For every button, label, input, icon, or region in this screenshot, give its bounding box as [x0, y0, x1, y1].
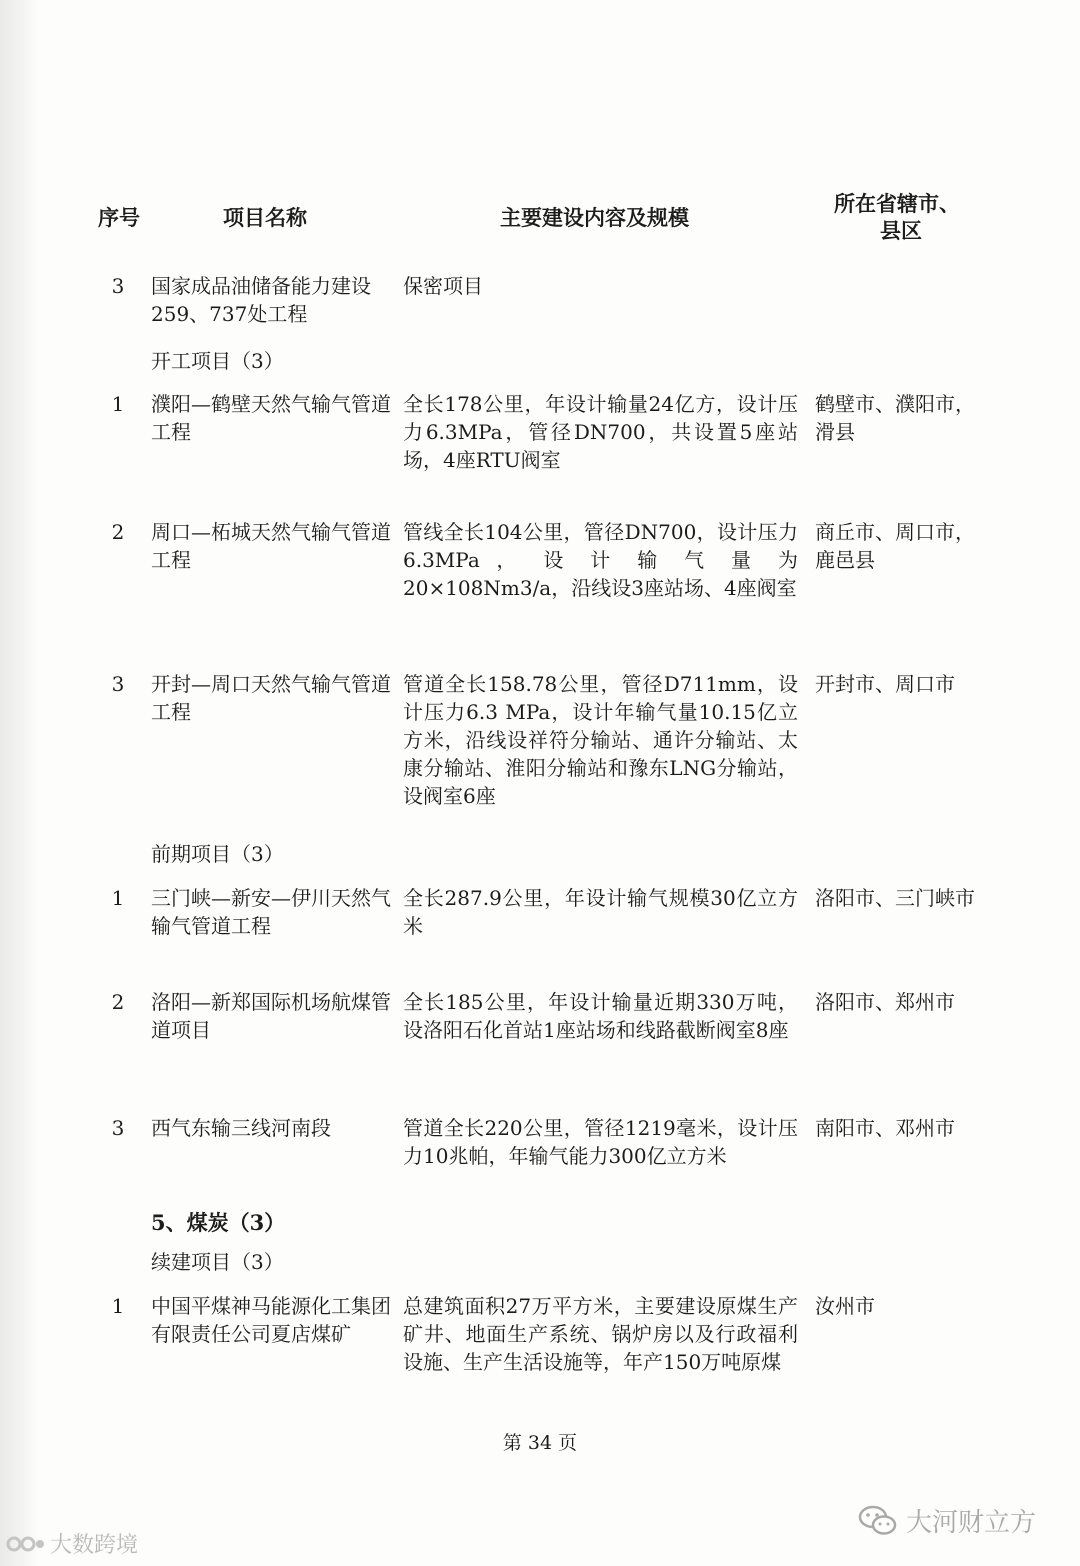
project-content: 全长185公里，年设计输量近期330万吨，设洛阳石化首站1座站场和线路截断阀室8座 [403, 990, 798, 1042]
scan-shadow [0, 0, 40, 1566]
project-name: 西气东输三线河南段 [151, 1116, 331, 1140]
watermark-right-text: 大河财立方 [906, 1508, 1037, 1538]
subsection-prep: 前期项目（3） [151, 842, 284, 866]
watermark-left-text: 大数跨境 [50, 1533, 139, 1558]
header-col-name: 项目名称 [223, 206, 307, 230]
project-location: 商丘市、周口市，鹿邑县 [815, 520, 975, 572]
row-number: 1 [111, 392, 125, 416]
wechat-icon [858, 1504, 898, 1538]
watermark-right [858, 1502, 1036, 1539]
row-number: 2 [111, 520, 125, 544]
project-location: 南阳市、邓州市 [815, 1116, 955, 1140]
project-location: 开封市、周口市 [815, 672, 955, 696]
watermark-logo-icon [6, 1530, 46, 1558]
project-content: 管线全长104公里，管径DN700，设计压力 6.3MPa ， 设 计 输 气 量 为 20×108Nm3/a，沿线设3座站场、4座阀室 [403, 520, 798, 600]
project-name: 中国平煤神马能源化工集团有限责任公司夏店煤矿 [151, 1294, 391, 1346]
project-name: 濮阳—鹤壁天然气输气管道工程 [151, 392, 391, 444]
project-name: 开封—周口天然气输气管道工程 [151, 672, 391, 724]
category-coal: 5、煤炭（3） [151, 1210, 286, 1235]
project-name: 三门峡—新安—伊川天然气输气管道工程 [151, 886, 391, 938]
project-location: 汝州市 [815, 1294, 875, 1318]
page-number: 第 34 页 [502, 1432, 578, 1454]
subsection-start: 开工项目（3） [151, 349, 284, 373]
header-col-location-1: 所在省辖市、 [834, 192, 960, 216]
row-number: 3 [111, 274, 125, 298]
project-content: 管道全长220公里，管径1219毫米，设计压力10兆帕，年输气能力300亿立方米 [403, 1116, 798, 1168]
row-number: 2 [111, 990, 125, 1014]
header-col-no: 序号 [98, 206, 140, 230]
row-number: 3 [111, 1116, 125, 1140]
row-number: 1 [111, 886, 125, 910]
project-content: 全长178公里，年设计输量24亿方，设计压力6.3MPa，管径DN700，共设置5座站场，4座RTU阀室 [403, 392, 798, 472]
project-name: 周口—柘城天然气输气管道工程 [151, 520, 391, 572]
header-col-content: 主要建设内容及规模 [500, 206, 689, 230]
project-content: 全长287.9公里，年设计输气规模30亿立方米 [403, 886, 798, 938]
project-name: 国家成品油储备能力建设259、737处工程 [151, 274, 371, 326]
header-col-location-2: 县区 [880, 219, 922, 243]
row-number: 1 [111, 1294, 125, 1318]
project-content: 保密项目 [403, 274, 483, 298]
project-location: 洛阳市、郑州市 [815, 990, 955, 1014]
project-content: 总建筑面积27万平方米，主要建设原煤生产矿井、地面生产系统、锅炉房以及行政福利设施、生产生活设施等，年产150万吨原煤 [403, 1294, 798, 1374]
watermark-left [6, 1528, 138, 1559]
project-location: 洛阳市、三门峡市 [815, 886, 975, 910]
project-name: 洛阳—新郑国际机场航煤管道项目 [151, 990, 391, 1042]
row-number: 3 [111, 672, 125, 696]
subsection-continuing: 续建项目（3） [151, 1250, 284, 1274]
project-content: 管道全长158.78公里，管径D711mm，设计压力6.3 MPa，设计年输气量10.15亿立方米，沿线设祥符分输站、通许分输站、太康分输站、淮阳分输站和豫东LNG分输站，设阀室6座 [403, 672, 798, 808]
project-location: 鹤壁市、濮阳市，滑县 [815, 392, 975, 444]
